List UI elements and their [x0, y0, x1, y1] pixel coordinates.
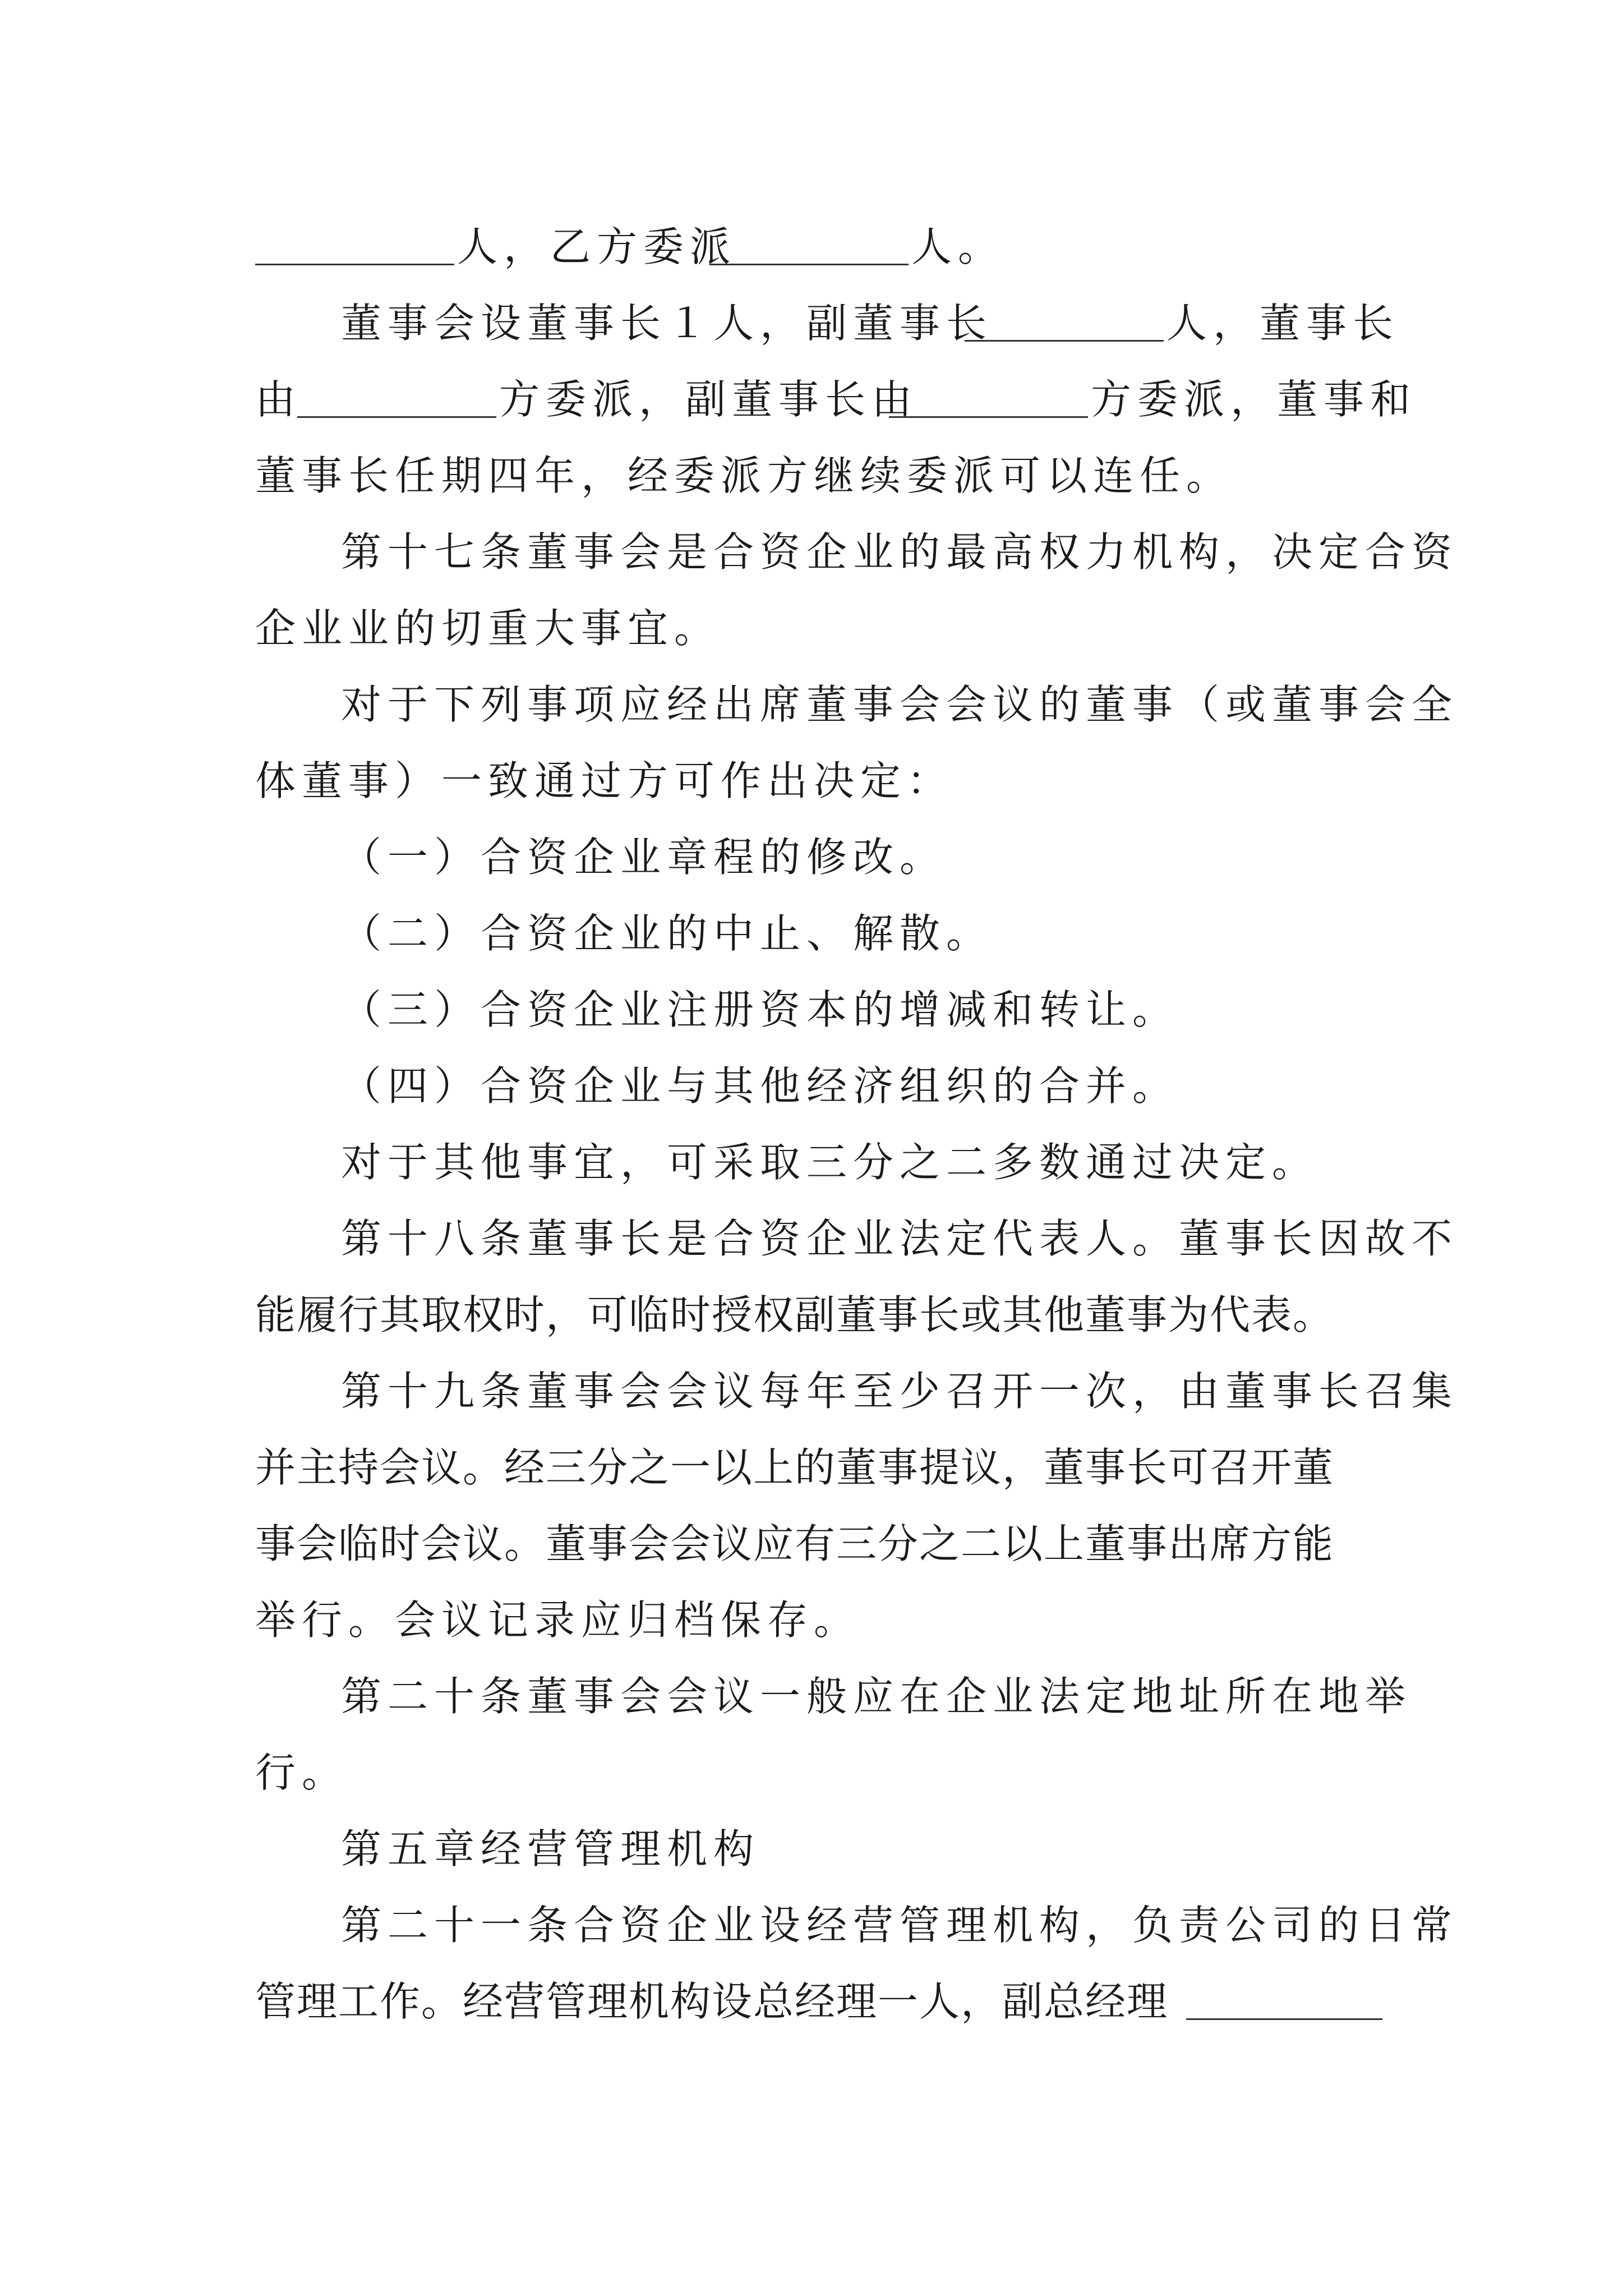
text-line — [0, 436, 1623, 515]
text-line — [0, 1581, 1623, 1659]
text-line — [0, 1810, 1623, 1888]
text-segment: 对于下列事项应经出席董事会会议的董事（或董事会全 — [341, 681, 1459, 728]
text-segment: 企业业的切重大事宜。 — [255, 605, 721, 652]
text-line — [0, 742, 1623, 820]
text-line — [0, 1962, 1623, 2041]
text-line — [0, 1733, 1623, 1812]
fill-in-blank — [709, 264, 909, 265]
text-line — [0, 818, 1623, 896]
text-line — [0, 208, 1623, 286]
text-segment: 方委派，董事和 — [1091, 376, 1417, 423]
text-line — [0, 1276, 1623, 1354]
text-line — [0, 360, 1623, 439]
fill-in-blank — [889, 416, 1088, 418]
text-line — [0, 1504, 1623, 1583]
text-segment: （一）合资企业章程的修改。 — [341, 834, 947, 881]
text-line — [0, 1047, 1623, 1125]
text-segment: 第二十条董事会会议一般应在企业法定地址所在地举 — [341, 1673, 1412, 1720]
text-segment: 第十八条董事长是合资企业法定代表人。董事长因故不 — [341, 1215, 1459, 1262]
text-line — [0, 894, 1623, 973]
text-segment: 方委派，副董事长由 — [499, 376, 919, 423]
chapter-heading: 第五章经营管理机构 — [341, 1825, 760, 1872]
text-segment: 人。 — [911, 223, 1005, 270]
text-segment: 第十七条董事会是合资企业的最高权力机构，决定合资 — [341, 528, 1459, 576]
text-line — [0, 970, 1623, 1049]
fill-in-blank — [1186, 2018, 1382, 2020]
text-segment: 举行。会议记录应归档保存。 — [255, 1596, 861, 1644]
text-segment: 由 — [255, 376, 302, 423]
text-segment: 管理工作。经营管理机构设总经理一人，副总经理 — [255, 1978, 1169, 2025]
text-line — [0, 1428, 1623, 1507]
text-segment: 第十九条董事会会议每年至少召开一次，由董事长召集 — [341, 1368, 1459, 1415]
fill-in-blank — [965, 340, 1164, 342]
text-segment: 行。 — [255, 1749, 349, 1796]
text-line — [0, 1657, 1623, 1736]
text-line — [0, 665, 1623, 744]
text-line — [0, 1199, 1623, 1278]
fill-in-blank — [297, 416, 496, 418]
text-segment: 能履行其取权时，可临时授权副董事长或其他董事为代表。 — [255, 1291, 1335, 1338]
text-segment: 事会临时会议。董事会会议应有三分之二以上董事出席方能 — [255, 1520, 1335, 1567]
text-segment: 对于其他事宜，可采取三分之二多数通过决定。 — [341, 1139, 1319, 1186]
text-segment: （四）合资企业与其他经济组织的合并。 — [341, 1062, 1179, 1110]
text-segment: 第二十一条合资企业设经营管理机构，负责公司的日常 — [341, 1902, 1459, 1949]
text-line — [0, 589, 1623, 668]
text-segment: 董事长任期四年，经委派方继续委派可以连任。 — [255, 452, 1233, 499]
text-line — [0, 1352, 1623, 1430]
text-line — [0, 513, 1623, 591]
text-segment: 人，乙方委派 — [457, 223, 737, 270]
text-segment: （二）合资企业的中止、解散。 — [341, 910, 993, 957]
text-line — [0, 284, 1623, 362]
text-segment: 董事会设董事长１人，副董事长 — [341, 300, 993, 347]
text-segment: 体董事）一致通过方可作出决定： — [255, 757, 954, 804]
text-line — [0, 1123, 1623, 1202]
fill-in-blank — [255, 264, 454, 265]
text-segment: （三）合资企业注册资本的增减和转让。 — [341, 986, 1179, 1033]
text-segment: 人，董事长 — [1166, 300, 1400, 347]
text-line — [0, 1886, 1623, 1964]
text-segment: 并主持会议。经三分之一以上的董事提议，董事长可召开董 — [255, 1444, 1335, 1491]
